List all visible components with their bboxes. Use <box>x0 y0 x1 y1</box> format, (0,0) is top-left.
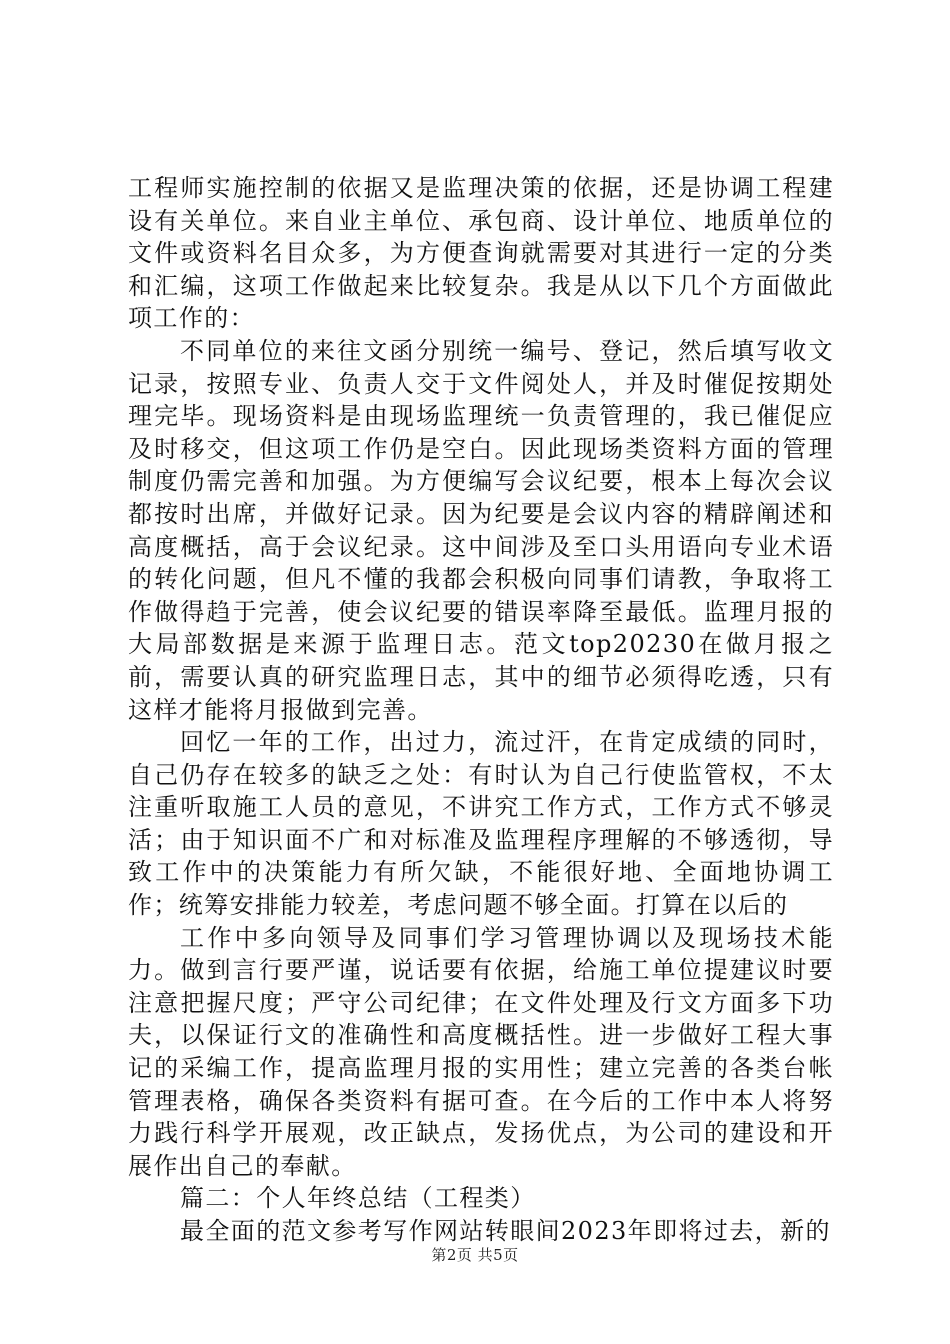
page-number-footer: 第2页 共5页 <box>431 1246 519 1264</box>
paragraph-plans: 工作中多向领导及同事们学习管理协调以及现场技术能力。做到言行要严谨，说话要有依据，给施工单位提建议时要注意把握尺度；严守公司纪律；在文件处理及行文方面多下功夫，以保证行文的准确性和高度概括性。进一步做好工程大事记的采编工作，提高监理月报的实用性；建立完善的各类台帐管理表格，确保各类资料有据可查。在今后的工作中本人将努力践行科学开展观，改正缺点，发扬优点，为公司的建设和开展作出自己的奉献。 <box>128 923 834 1180</box>
section-heading: 篇二：个人年终总结（工程类） <box>180 1184 536 1213</box>
document-body <box>128 172 834 1248</box>
paragraph-continued: 工程师实施控制的依据又是监理决策的依据，还是协调工程建设有关单位。来自业主单位、承包商、设计单位、地质单位的文件或资料名目众多，为方便查询就需要对其进行一定的分类和汇编，这项工作做起来比较复杂。我是从以下几个方面做此项工作的： <box>128 174 834 333</box>
paragraph-intro: 最全面的范文参考写作网站转眼间2023年即将过去，新的 <box>180 1217 831 1245</box>
paragraph-document-management: 不同单位的来往文函分别统一编号、登记，然后填写收文记录，按照专业、负责人交于文件阅处人，并及时催促按期处理完毕。现场资料是由现场监理统一负责管理的，我已催促应及时移交，但这项工作仍是空白。因此现场类资料方面的管理制度仍需完善和加强。为方便编写会议纪要，根本上每次会议都按时出席，并做好记录。因为纪要是会议内容的精辟阐述和高度概括，高于会议纪录。这中间涉及至口头用语向专业术语的转化问题，但凡不懂的我都会积极向同事们请教，争取将工作做得趋于完善，使会议纪要的错误率降至最低。监理月报的大局部数据是来源于监理日志。范文top20230在做月报之前，需要认真的研究监理日志，其中的细节必须得吃透，只有这样才能将月报做到完善。 <box>128 336 834 724</box>
paragraph-shortcomings: 回忆一年的工作，出过力，流过汗，在肯定成绩的同时，自己仍存在较多的缺乏之处：有时认为自己行使监管权，不太注重听取施工人员的意见，不讲究工作方式，工作方式不够灵活；由于知识面不广和对标准及监理程序理解的不够透彻，导致工作中的决策能力有所欠缺，不能很好地、全面地协调工作；统筹安排能力较差，考虑问题不够全面。打算在以后的 <box>128 728 834 920</box>
